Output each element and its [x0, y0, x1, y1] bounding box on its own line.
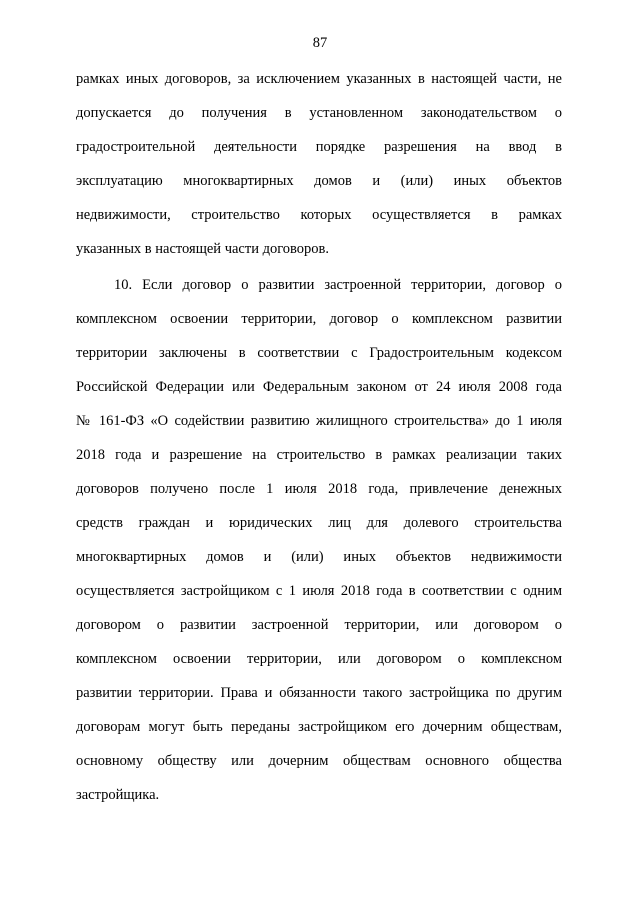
page-number: 87 — [312, 35, 328, 51]
text-line: средств граждан и юридических лиц для долевого строительства — [76, 515, 562, 531]
text-line: допускается до получения в установленном законодательством о — [76, 105, 562, 121]
text-line: договором о развитии застроенной территории, или договором о — [76, 617, 562, 633]
text-line: основному обществу или дочерним обществам основного общества — [76, 753, 562, 769]
text-line: недвижимости, строительство которых осуществляется в рамках — [76, 207, 562, 223]
text-line: № 161-ФЗ «О содействии развитию жилищного строительства» до 1 июля — [76, 413, 562, 429]
text-line: указанных в настоящей части договоров. — [76, 241, 330, 257]
text-line: Российской Федерации или Федеральным законом от 24 июля 2008 года — [76, 379, 562, 395]
text-line: осуществляется застройщиком с 1 июля 2018 года в соответствии с одним — [76, 583, 562, 599]
text-line: градостроительной деятельности порядке разрешения на ввод в — [76, 139, 562, 155]
paragraph-10 — [76, 268, 562, 812]
document-body — [76, 62, 562, 812]
text-line: застройщика. — [76, 787, 160, 803]
text-line: многоквартирных домов и (или) иных объектов недвижимости — [76, 549, 562, 565]
text-line: развитии территории. Права и обязанности такого застройщика по другим — [76, 685, 562, 701]
text-line: эксплуатацию многоквартирных домов и (или) иных объектов — [76, 173, 562, 189]
text-line: рамках иных договоров, за исключением указанных в настоящей части, не — [76, 71, 562, 87]
text-line: договорам могут быть переданы застройщиком его дочерним обществам, — [76, 719, 562, 735]
text-line: комплексном освоении территории, договор о комплексном развитии — [76, 311, 562, 327]
text-line: 10. Если договор о развитии застроенной территории, договор о — [114, 277, 562, 293]
text-line: 2018 года и разрешение на строительство в рамках реализации таких — [76, 447, 562, 463]
text-line: комплексном освоении территории, или договором о комплексном — [76, 651, 562, 667]
paragraph-continuation — [76, 62, 562, 266]
text-line: договоров получено после 1 июля 2018 года, привлечение денежных — [76, 481, 562, 497]
text-line: территории заключены в соответствии с Градостроительным кодексом — [76, 345, 562, 361]
